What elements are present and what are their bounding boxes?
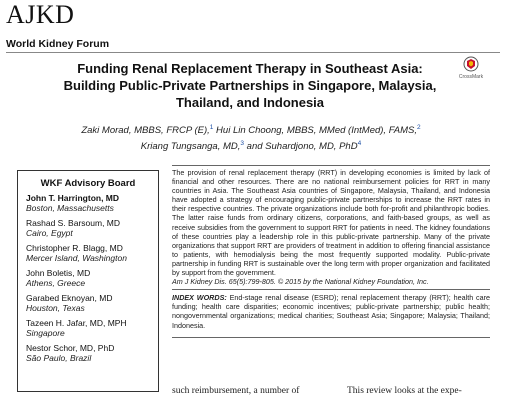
board-member-name: Garabed Eknoyan, MD [26, 293, 113, 303]
body-text-right-column: This review looks at the expe- [347, 386, 462, 396]
board-member-name: John Boletis, MD [26, 268, 91, 278]
author-affiliation[interactable]: 4 [357, 140, 362, 148]
board-member-location: São Paulo, Brazil [26, 353, 92, 363]
author-name: Zaki Morad, MBBS, FRCP (E), [81, 125, 210, 137]
abstract-bottom-divider [172, 289, 490, 290]
author-affiliation[interactable]: 1 [209, 124, 214, 131]
board-member [18, 268, 158, 288]
crossmark-badge[interactable] [458, 56, 484, 80]
index-words-label: INDEX WORDS: [172, 293, 227, 302]
index-words-text: End-stage renal disease (ESRD); renal replacement therapy (RRT); health care funding; health care disparities; economic incentives; public-private partnership; public health; nongovernmental organizations; medical charities; Southeast Asia; Singapore; Malaysia; Thailand; Indonesia. [172, 293, 491, 330]
title-line: Building Public-Private Partnerships in Singapore, Malaysia, [63, 78, 437, 93]
board-member-location: Houston, Texas [26, 303, 85, 313]
journal-name: AJKD [6, 0, 75, 29]
board-member [18, 318, 158, 338]
board-member-name: John T. Harrington, MD [26, 193, 120, 203]
section-divider [6, 52, 500, 53]
abstract-citation: Am J Kidney Dis. 65(5):799-805. © 2015 by the National Kidney Foundation, Inc. [172, 277, 429, 287]
index-words [172, 293, 490, 330]
author-name: Kriang Tungsanga, MD, [140, 141, 241, 153]
author-name: and Suhardjono, MD, PhD [246, 141, 358, 153]
crossmark-icon [463, 56, 479, 74]
board-member-location: Athens, Greece [26, 278, 86, 288]
crossmark-label: CrossMark [458, 74, 484, 80]
board-member [18, 193, 158, 213]
board-member [18, 343, 158, 363]
advisory-board-title: WKF Advisory Board [40, 178, 136, 189]
article-title [60, 60, 440, 111]
body-text-left-column: such reimbursement, a number of [172, 386, 300, 396]
board-member-name: Tazeen H. Jafar, MD, MPH [26, 318, 127, 328]
board-member [18, 243, 158, 263]
abstract [172, 168, 490, 286]
board-member-location: Cairo, Egypt [26, 228, 73, 238]
board-member-name: Nestor Schor, MD, PhD [26, 343, 115, 353]
keywords-divider [172, 337, 490, 338]
abstract-text: The provision of renal replacement therapy (RRT) in developing economies is limited by lack of financial and other resources. There are no national reimbursement policies for RRT in many countries in Asia. The Southeast Asia countries of Singapore, Malaysia, Thailand, and Indonesia have adopted a strategy of encouraging public-private partnerships to increase the RRT rates in their respective countries. The private organizations include both for-profit and philanthropic bodies. The latter raise funds from ordinary citizens, corporations, and faith-based groups, as well as receive subsidies from the government to support RRT for patients in need. The kidney foundations of these countries play a leadership role in this public-private partnership. Many of the private organizations that support RRT are providers of treatment in addition to offering financial assistance to patients, with hemodialysis being the most frequently supported modality. Public-private partnership in funding RRT is sustainable over the long term with proper organization and facilitated by support from the government. [172, 168, 490, 278]
author-name: Hui Lin Choong, MBBS, MMed (IntMed), FAMS, [216, 125, 418, 137]
section-title: World Kidney Forum [6, 38, 110, 50]
advisory-board-box [17, 170, 159, 392]
author-affiliation[interactable]: 3 [240, 140, 245, 148]
board-member [18, 293, 158, 313]
board-member-name: Christopher R. Blagg, MD [26, 243, 123, 253]
author-affiliation[interactable]: 2 [417, 124, 421, 131]
board-member-location: Singapore [26, 328, 65, 338]
title-line: Thailand, and Indonesia [175, 95, 325, 110]
board-member-location: Boston, Massachusetts [26, 203, 114, 213]
abstract-top-divider [172, 165, 490, 166]
board-member [18, 218, 158, 238]
author-list [36, 121, 466, 153]
board-member-name: Rashad S. Barsoum, MD [26, 218, 121, 228]
title-line: Funding Renal Replacement Therapy in Southeast Asia: [77, 61, 423, 76]
board-member-location: Mercer Island, Washington [26, 253, 127, 263]
